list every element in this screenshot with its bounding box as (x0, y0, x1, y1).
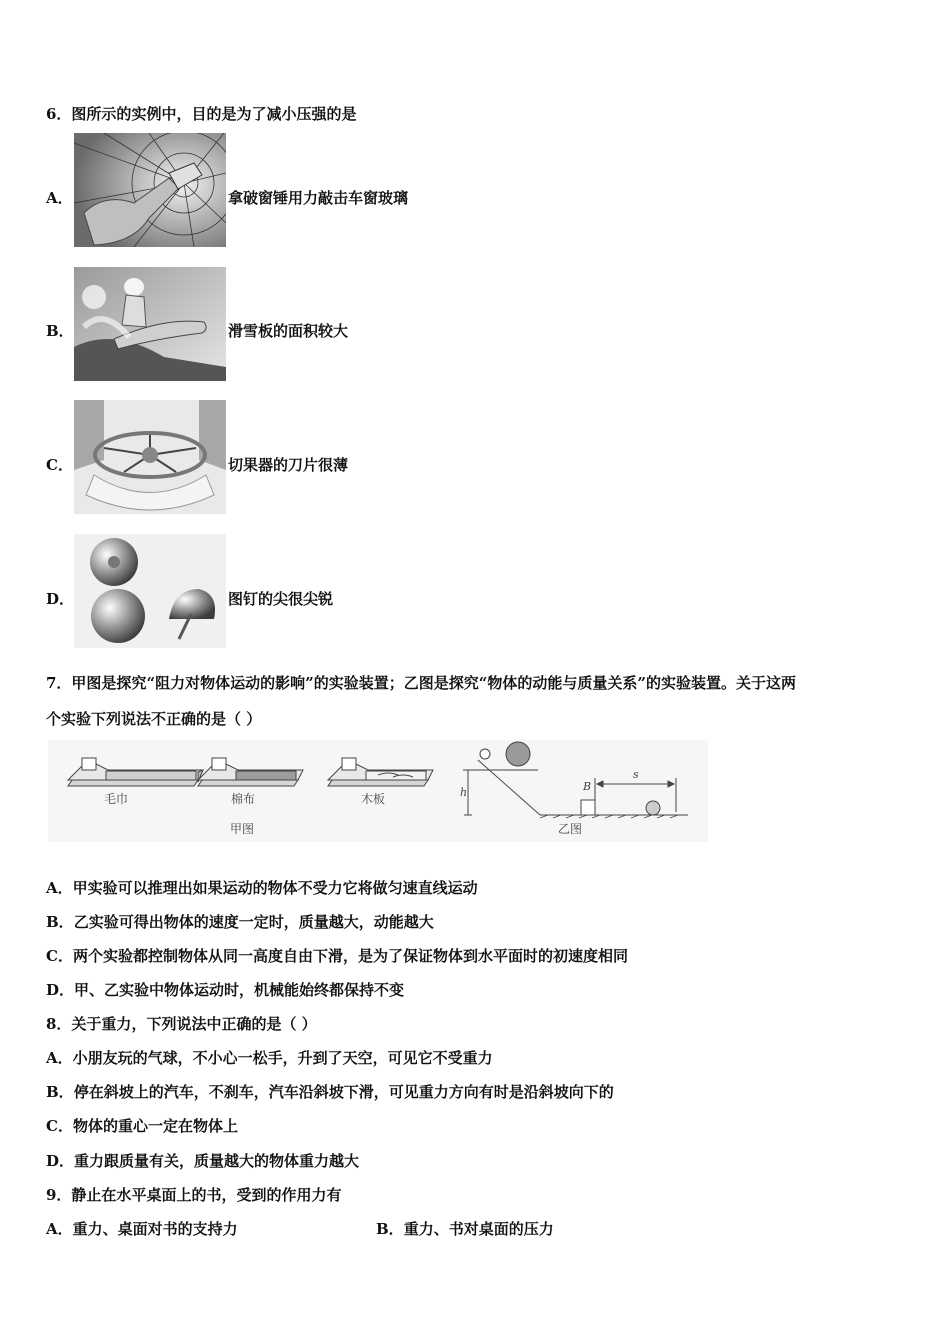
snowboard-photo (74, 267, 226, 381)
q8-option-c-letter: C． (46, 1117, 73, 1135)
figure-caption-yi: 乙图 (558, 822, 583, 836)
q7-stem-line1: 7．甲图是探究“阻力对物体运动的影响”的实验装置；乙图是探究“物体的动能与质量关系”的实验装置。关于这两 (46, 674, 796, 692)
q7-option-b (46, 911, 434, 932)
q8-option-d (46, 1150, 359, 1171)
q7-option-a (46, 877, 478, 898)
q6-option-d-text: 图钉的尖很尖锐 (228, 590, 334, 608)
q8-option-b (46, 1081, 614, 1102)
label-height-h: h (460, 786, 468, 799)
q8-option-d-letter: D． (46, 1152, 75, 1170)
q7-option-c (46, 945, 628, 966)
label-block-b: B (583, 780, 592, 793)
q8-option-b-letter: B． (46, 1083, 74, 1101)
q8-option-b-text: 停在斜坡上的汽车，不刹车，汽车沿斜坡下滑，可见重力方向有时是沿斜坡向下的 (73, 1083, 614, 1101)
q6-option-c-letter: C． (46, 456, 73, 474)
surface-label-cotton: 棉布 (231, 792, 256, 806)
q9-option-b-text: 重力、书对桌面的压力 (403, 1220, 554, 1238)
q9-option-a-text: 重力、桌面对书的支持力 (72, 1220, 238, 1238)
q9-option-a-letter: A． (46, 1220, 73, 1238)
q7-option-c-text: 两个实验都控制物体从同一高度自由下滑，是为了保证物体到水平面时的初速度相同 (72, 947, 628, 965)
q8-option-a (46, 1047, 493, 1068)
surface-label-towel: 毛巾 (104, 792, 129, 806)
q7-experiment-figure (48, 740, 708, 842)
q6-option-b-text: 滑雪板的面积较大 (228, 322, 349, 340)
q7-option-b-letter: B． (46, 913, 74, 931)
q8-option-d-text: 重力跟质量有关，质量越大的物体重力越大 (74, 1152, 360, 1170)
q9-option-b-letter: B． (376, 1220, 404, 1238)
q8-option-a-text: 小朋友玩的气球，不小心一松手，升到了天空，可见它不受重力 (72, 1049, 493, 1067)
window-hammer-photo (74, 133, 226, 247)
q7-option-d (46, 979, 404, 1000)
q6-option-c-text: 切果器的刀片很薄 (228, 456, 349, 474)
fruit-cutter-photo (74, 400, 226, 514)
q9-option-b (376, 1218, 554, 1239)
q6-option-b-letter: B． (46, 322, 74, 340)
q8-option-a-letter: A． (46, 1049, 73, 1067)
q9-stem: 9．静止在水平桌面上的书，受到的作用力有 (46, 1186, 342, 1204)
surface-label-wood: 木板 (361, 792, 386, 806)
label-distance-s: s (633, 768, 639, 781)
thumbtack-photo (74, 534, 226, 648)
q8-option-c-text: 物体的重心一定在物体上 (72, 1117, 238, 1135)
q8-stem: 8．关于重力，下列说法中正确的是（ ） (46, 1015, 317, 1033)
q6-stem: 6．图所示的实例中，目的是为了减小压强的是 (46, 105, 357, 123)
q8-option-c (46, 1115, 238, 1136)
q7-option-d-letter: D． (46, 981, 75, 999)
q7-option-a-letter: A． (46, 879, 73, 897)
q9-option-a (46, 1218, 238, 1239)
q7-option-b-text: 乙实验可得出物体的速度一定时，质量越大，动能越大 (73, 913, 434, 931)
q6-option-d-letter: D． (46, 590, 75, 608)
q7-option-a-text: 甲实验可以推理出如果运动的物体不受力它将做匀速直线运动 (72, 879, 478, 897)
q7-option-d-text: 甲、乙实验中物体运动时，机械能始终都保持不变 (74, 981, 405, 999)
q6-option-a-text: 拿破窗锤用力敲击车窗玻璃 (228, 189, 409, 207)
figure-caption-jia: 甲图 (230, 822, 255, 836)
q7-option-c-letter: C． (46, 947, 73, 965)
q7-stem-line2: 个实验下列说法不正确的是（ ） (46, 710, 262, 728)
q6-option-a-letter: A． (46, 189, 73, 207)
